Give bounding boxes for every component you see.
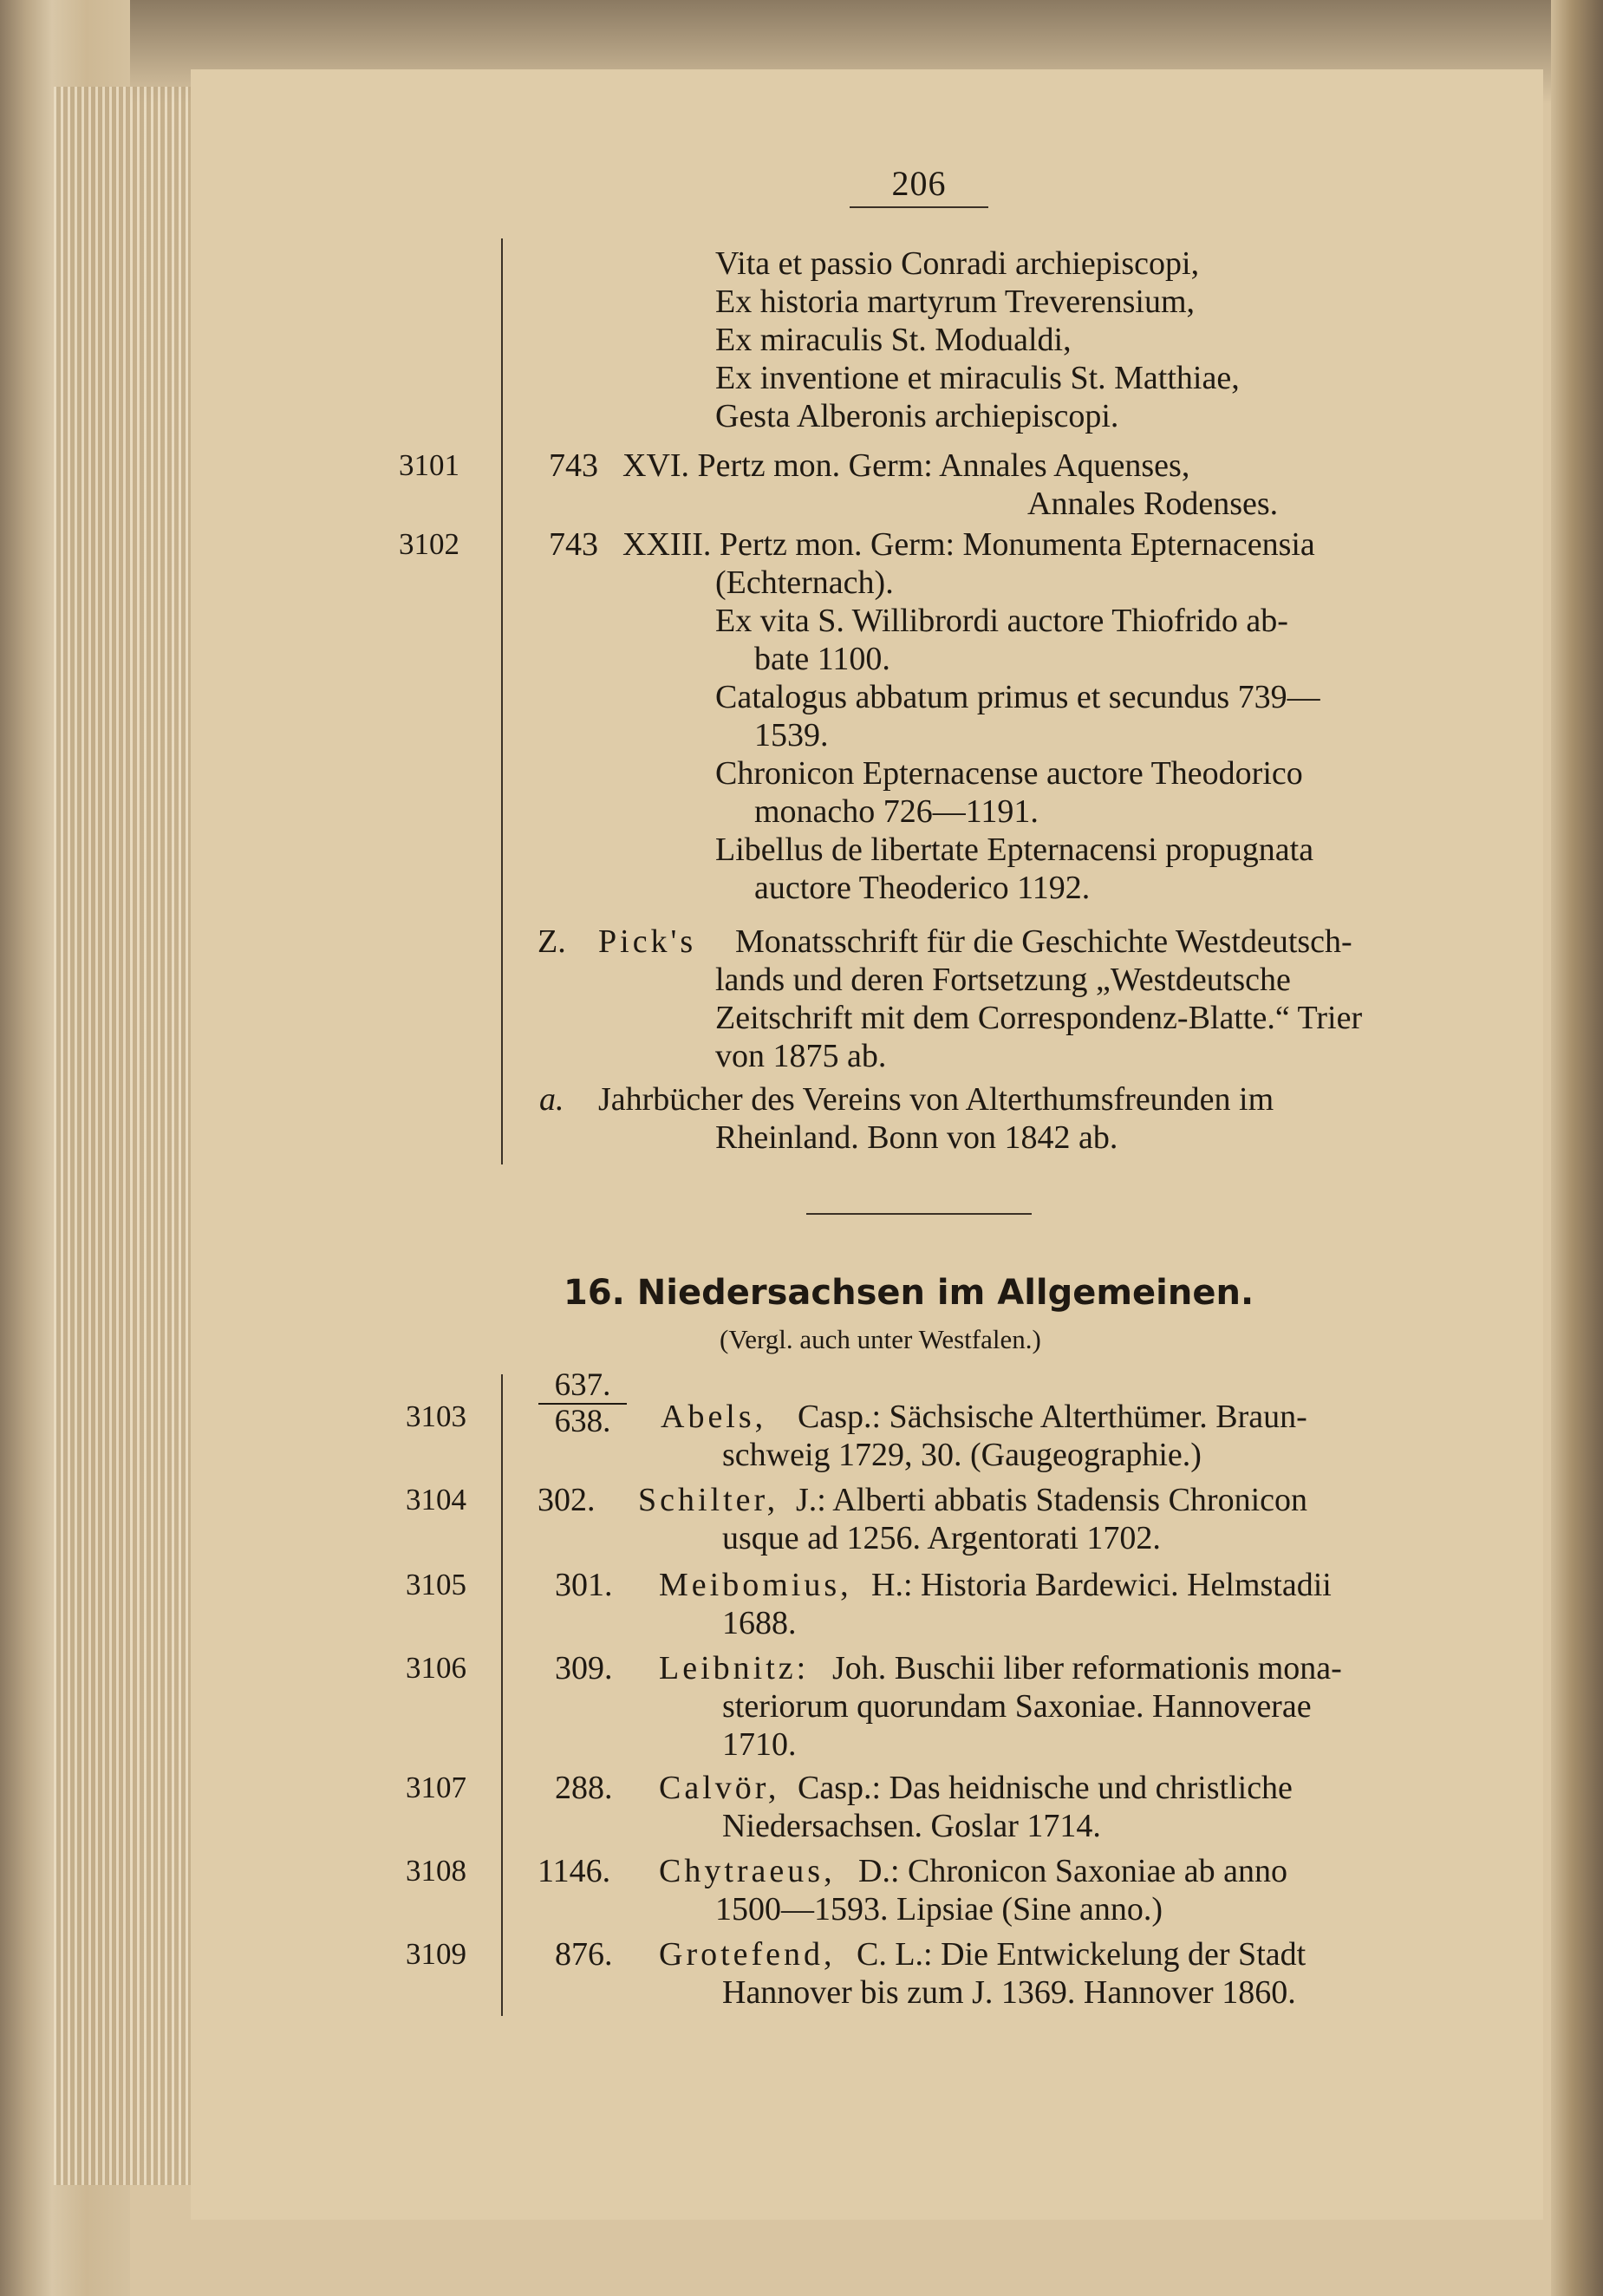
entry-reference: 1146. (538, 1853, 611, 1889)
entry-reference: 288. (555, 1770, 613, 1806)
text-line: J.: Alberti abbatis Stadensis Chronicon (796, 1482, 1308, 1518)
text-line: schweig 1729, 30. (Gaugeographie.) (722, 1437, 1202, 1473)
entry-number: 3102 (399, 527, 459, 561)
page-number: 206 (891, 164, 947, 203)
fraction-numerator: 637. (554, 1367, 611, 1403)
text-line: Niedersachsen. Goslar 1714. (722, 1808, 1101, 1844)
text-line: Gesta Alberonis archiepiscopi. (715, 398, 1119, 434)
entry-reference-fraction (535, 1368, 630, 1439)
text-line: Rheinland. Bonn von 1842 ab. (715, 1119, 1118, 1156)
entry-author: Meibomius, (659, 1567, 852, 1603)
text-line: 1688. (722, 1605, 797, 1641)
text-line: Hannover bis zum J. 1369. Hannover 1860. (722, 1974, 1296, 2011)
entry-author: Calvör, (659, 1770, 780, 1806)
page-number-underline (850, 206, 988, 208)
text-line: Ex miraculis St. Modualdi, (715, 322, 1072, 358)
entry-number: 3103 (406, 1399, 466, 1433)
text-line: lands und deren Fortsetzung „Westdeutsche (715, 962, 1291, 998)
entry-reference: 743 (549, 526, 598, 563)
entry-author: Schilter, (638, 1482, 779, 1518)
entry-marker: a. (539, 1081, 564, 1118)
column-rule-top (501, 238, 503, 1164)
entry-reference: 301. (555, 1567, 613, 1603)
text-line: (Echternach). (715, 564, 894, 601)
column-rule-bottom (501, 1374, 503, 2016)
entry-marker: Z. (538, 923, 566, 960)
text-line: XXIII. Pertz mon. Germ: Monumenta Epternacensia (622, 526, 1315, 563)
section-heading: 16. Niedersachsen im Allgemeinen. (564, 1273, 1254, 1313)
entry-author: Abels, (661, 1399, 767, 1435)
entry-reference: 309. (555, 1650, 613, 1686)
section-separator (806, 1213, 1032, 1215)
text-line: Zeitschrift mit dem Correspondenz-Blatte.“ Trier (715, 1000, 1363, 1036)
entry-number: 3101 (399, 448, 459, 482)
text-line: Libellus de libertate Epternacensi propugnata (715, 832, 1314, 868)
entry-number: 3108 (406, 1854, 466, 1888)
entry-number: 3105 (406, 1568, 466, 1601)
text-line: Monatsschrift für die Geschichte Westdeutsch- (735, 923, 1352, 960)
text-line: usque ad 1256. Argentorati 1702. (722, 1520, 1161, 1556)
text-line: steriorum quorundam Saxoniae. Hannoverae (722, 1688, 1312, 1725)
entry-number: 3104 (406, 1483, 466, 1517)
text-line: H.: Historia Bardewici. Helmstadii (871, 1567, 1332, 1603)
entry-reference: 743 (549, 447, 598, 484)
text-line: bate 1100. (754, 641, 890, 677)
entry-reference: 302. (538, 1482, 596, 1518)
page-edges (54, 87, 192, 2185)
entry-author: Leibnitz: (659, 1650, 810, 1686)
entry-author: Chytraeus, (659, 1853, 836, 1889)
text-line: Ex inventione et miraculis St. Matthiae, (715, 360, 1240, 396)
text-line: Annales Rodenses. (1027, 486, 1279, 522)
text-line: 1500—1593. Lipsiae (Sine anno.) (715, 1891, 1163, 1927)
fraction-denominator: 638. (554, 1404, 611, 1439)
entry-author: Pick's (598, 923, 697, 960)
text-line: Ex vita S. Willibrordi auctore Thiofrido ab- (715, 603, 1288, 639)
text-line: Catalogus abbatum primus et secundus 739— (715, 679, 1320, 715)
entry-number: 3109 (406, 1937, 466, 1971)
text-line: 1539. (754, 717, 829, 753)
entry-number: 3107 (406, 1771, 466, 1804)
text-line: 1710. (722, 1726, 797, 1763)
right-page-edge (1551, 0, 1603, 2296)
text-line: von 1875 ab. (715, 1038, 887, 1074)
text-line: Joh. Buschii liber reformationis mona- (832, 1650, 1342, 1686)
text-line: Ex historia martyrum Treverensium, (715, 284, 1196, 320)
text-line: Chronicon Epternacense auctore Theodorico (715, 755, 1303, 792)
entry-number: 3106 (406, 1651, 466, 1685)
text-line: D.: Chronicon Saxoniae ab anno (858, 1853, 1287, 1889)
text-line: Casp.: Sächsische Alterthümer. Braun- (798, 1399, 1307, 1435)
section-subheading: (Vergl. auch unter Westfalen.) (720, 1324, 1041, 1354)
text-line: C. L.: Die Entwickelung der Stadt (857, 1936, 1307, 1973)
text-line: XVI. Pertz mon. Germ: Annales Aquenses, (622, 447, 1190, 484)
text-line: auctore Theoderico 1192. (754, 870, 1091, 906)
text-line: monacho 726—1191. (754, 793, 1039, 830)
text-line: Vita et passio Conradi archiepiscopi, (715, 245, 1200, 282)
text-line: Jahrbücher des Vereins von Alterthumsfreunden im (598, 1081, 1274, 1118)
entry-author: Grotefend, (659, 1936, 836, 1973)
text-line: Casp.: Das heidnische und christliche (798, 1770, 1293, 1806)
entry-reference: 876. (555, 1936, 613, 1973)
